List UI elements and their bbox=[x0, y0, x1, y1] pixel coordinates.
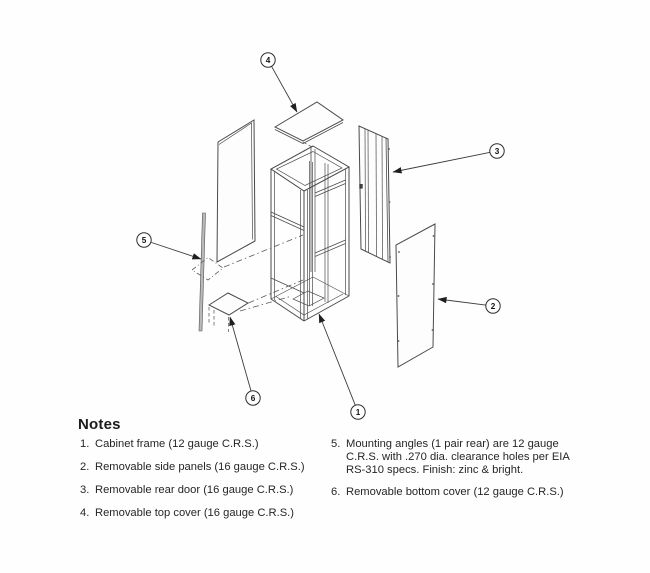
rear-door bbox=[359, 126, 391, 263]
right-panel-face bbox=[396, 224, 435, 367]
rear-door-panel-line bbox=[365, 129, 366, 252]
note-item-5 bbox=[331, 438, 591, 477]
projection-line bbox=[303, 142, 312, 147]
mounting-hole bbox=[432, 329, 434, 331]
notes-column-right bbox=[331, 438, 591, 508]
mounting-hole bbox=[432, 283, 434, 285]
rear-door-panel-line bbox=[376, 134, 377, 257]
bottom-cover bbox=[209, 280, 303, 332]
note-number: 3. bbox=[80, 484, 90, 496]
callout-number: 3 bbox=[494, 147, 500, 156]
top-cover-face bbox=[275, 102, 343, 141]
rear-door-face bbox=[359, 126, 390, 263]
callout-rear-door bbox=[393, 144, 504, 172]
note-text: Removable side panels (16 gauge C.R.S.) bbox=[95, 461, 305, 473]
note-number: 5. bbox=[331, 438, 341, 450]
note-number: 4. bbox=[80, 507, 90, 519]
callout-number: 2 bbox=[490, 302, 496, 311]
note-number: 2. bbox=[80, 461, 90, 473]
callout-bottom-cover bbox=[230, 317, 260, 405]
callout-right-side-panel bbox=[438, 299, 500, 313]
mounting-hole bbox=[398, 295, 400, 297]
cabinet-frame bbox=[271, 146, 349, 321]
note-item-6 bbox=[331, 486, 591, 499]
notes-heading: Notes bbox=[78, 416, 121, 433]
callout-number: 5 bbox=[141, 236, 147, 245]
top-cover bbox=[275, 102, 343, 144]
mounting-hole bbox=[433, 235, 435, 237]
frame-bottom-hole bbox=[293, 291, 324, 306]
note-text: Removable rear door (16 gauge C.R.S.) bbox=[95, 484, 294, 496]
callout-number: 6 bbox=[250, 394, 256, 403]
note-number: 6. bbox=[331, 486, 341, 498]
callout-arrow bbox=[319, 314, 355, 405]
callout-number: 4 bbox=[265, 56, 271, 65]
callout-arrow bbox=[230, 317, 251, 391]
callout-number: 1 bbox=[355, 408, 361, 417]
rear-door-panel-line bbox=[368, 130, 369, 253]
mounting-hole bbox=[389, 201, 391, 203]
note-text: Cabinet frame (12 gauge C.R.S.) bbox=[95, 438, 259, 450]
callout-arrow bbox=[272, 67, 297, 112]
note-item-1 bbox=[80, 438, 326, 451]
note-text: Removable top cover (16 gauge C.R.S.) bbox=[95, 507, 294, 519]
callout-arrow bbox=[438, 299, 486, 305]
note-item-2 bbox=[80, 461, 326, 474]
callout-arrow bbox=[151, 242, 201, 259]
callout-top-cover bbox=[261, 53, 297, 112]
mounting-hole bbox=[389, 256, 391, 258]
bottom-cover-face bbox=[209, 293, 248, 315]
left-side-panel bbox=[217, 120, 255, 262]
callout-mounting-angle bbox=[137, 233, 201, 259]
callout-arrow bbox=[393, 152, 490, 172]
note-number: 1. bbox=[80, 438, 90, 450]
left-panel-face bbox=[217, 120, 255, 262]
mounting-hole bbox=[398, 251, 400, 253]
note-text: Mounting angles (1 pair rear) are 12 gauge C.R.S. with .270 dia. clearance holes per EIA RS-310 specs. Finish: zinc & bright. bbox=[346, 438, 570, 476]
note-text: Removable bottom cover (12 gauge C.R.S.) bbox=[346, 486, 564, 498]
rear-door-latch bbox=[359, 184, 362, 189]
callout-cabinet-frame bbox=[319, 314, 365, 419]
note-item-3 bbox=[80, 484, 326, 497]
mounting-hole bbox=[388, 148, 390, 150]
mounting-angle-strip bbox=[199, 213, 206, 331]
right-side-panel bbox=[396, 224, 435, 367]
mounting-hole bbox=[398, 340, 400, 342]
rear-door-panel-line bbox=[382, 136, 383, 259]
note-item-4 bbox=[80, 507, 326, 520]
notes-column-left bbox=[80, 438, 326, 530]
